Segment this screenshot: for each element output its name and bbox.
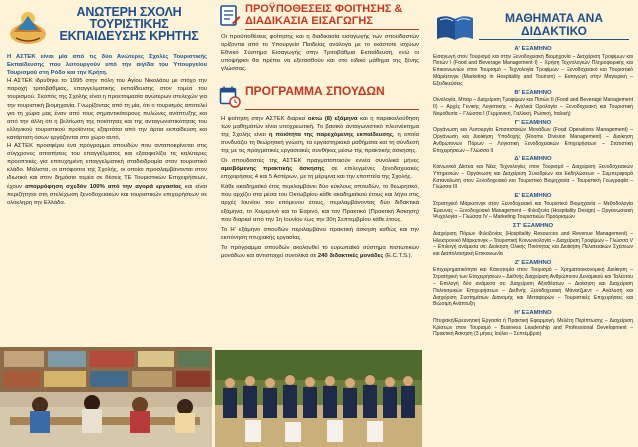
semester-title: Β' ΕΞΑΜΗΝΟ [514, 89, 552, 96]
semester-e [433, 193, 633, 221]
semester-h [433, 310, 633, 338]
graduation-ceremony-photo [215, 350, 422, 447]
studies-thesis-paragraph: Το Η' εξάμηνο σπουδών περιλαμβάνει πρακτική άσκηση καθώς και την εκπόνηση πτυχιακής εργασίας. [221, 226, 419, 241]
semester-courses: Στρατηγικό Μάρκετινγκ στον Ξενοδοχειακό και Τουριστικό Βιομηχανία – Μεθοδολογία Έρευνας – Ξενοδοχειακό Management – Φιλοξενία (Hospitality Design) – Οργανωσιακή Ψυχολογία – Γλώσσα IV – Marketing Τουριστικών Προορισμών [433, 200, 633, 221]
semester-title: Δ' ΕΞΑΜΗΝΟ [514, 156, 552, 163]
studies-practice-paragraph: Οι σπουδαστές της ΑΣΤΕΚ πραγματοποιούν εννέα συνολικά μήνες αμειβόμενης πρακτικής άσκησης σε επιλεγμένες ξενοδοχειακές επιχειρήσεις 4 και 5 Αστέρων, με τη μέριμνα και την εποπτεία της Σχολής. [221, 158, 419, 181]
semester-courses: Κοινωνικά Δίκτυα και Νέες Τεχνολογίες στον Τουρισμό – Διαχείριση Ξενοδοχειακών Υπηρεσιών – Οργάνωση και Διαχείριση Συνεδρίων και Εκδηλώσεων – Συμπεριφορά Καταναλωτή στον Ξενοδοχειακό και Τουριστικό Βιομηχανία – Τουριστική Γεωγραφία – Γλώσσα III [433, 163, 633, 191]
courses-title: ΜΑΘΗΜΑΤΑ ΑΝΑ ΔΙΔΑΚΤΙΚΟ [505, 11, 603, 38]
library-students-photo [0, 347, 212, 447]
studies-title-rule [245, 109, 419, 110]
semester-f [433, 223, 633, 258]
school-title: ΑΝΩΤΕΡΗ ΣΧΟΛΗ ΤΟΥΡΙΣΤΙΚΗΣ ΕΚΠΑΙΔΕΥΣΗΣ ΚΡΗΤΗΣ [59, 5, 199, 43]
semester-title: Α' ΕΞΑΜΗΝΟ [514, 46, 552, 52]
semester-b [433, 90, 633, 118]
semester-title: ΣΤ' ΕΞΑΜΗΝΟ [512, 223, 554, 230]
semester-title: Ζ' ΕΞΑΜΗΝΟ [514, 259, 552, 266]
school-crest-logo [6, 2, 50, 48]
courses-title-rule [479, 39, 629, 40]
semester-title: Η' ΕΞΑΜΗΝΟ [514, 310, 552, 317]
intro-lead-paragraph: Η ΑΣΤΕΚ είναι μία από τις δύο Ανώτερες Σχολές Τουριστικής Εκπαίδευσης που λειτουργούν υπό την αιγίδα του Υπουργείου Τουρισμού στη Ρόδο και την Κρήτη. [7, 54, 207, 77]
admission-title: ΠΡΟΫΠΟΘΕΣΕΙΣ ΦΟΙΤΗΣΗΣ & ΔΙΑΔΙΚΑΣΙΑ ΕΙΣΑΓΩΓΗΣ [245, 3, 403, 27]
courses-column [425, 0, 638, 447]
registration-form-icon [219, 4, 241, 28]
studies-duration-paragraph: Η φοίτηση στην ΑΣΤΕΚ διαρκεί οκτώ (8) εξάμηνα και η παρακολούθηση των μαθημάτων είναι υποχρεωτική. Το βασικό ανταγωνιστικό πλεονέκτημα της Σχολής είναι η ποιότητα της παρεχόμενης εκπαίδευσης, η οποία συνδυάζει τη θεωρητική γνώση, τα εργαστηριακά μαθήματα και τη σύνδεσή της με τις πραγματικές εργασιακές συνθήκες μέσω της πρακτικής άσκησης. [221, 116, 420, 155]
semester-courses: Οινολογία, Μπαρ – Διαχείριση Τροφίμων και Ποτών II (Food and Beverage Management II) – Αρχές Γενικής Λογιστικής – Αγγλικά Ορολογία – Ξενοδοχειακή και Τουριστική Νομοθεσία – Γλώσσα I (Γερμανική, Γαλλική, Ρωσική, Ιταλική) [433, 97, 633, 117]
studies-title: ΠΡΟΓΡΑΜΜΑ ΣΠΟΥΔΩΝ [245, 84, 385, 98]
admission-studies-column [215, 0, 422, 447]
semester-list [433, 46, 633, 340]
semester-a [433, 46, 633, 88]
open-book-icon [435, 12, 475, 42]
semester-c [433, 120, 633, 155]
admission-text: Οι προϋποθέσεις φοίτησης και η διαδικασία εισαγωγής των σπουδαστών ορίζονται από το Υπουργείο Παιδείας ανάλογα με το εκάστοτε ισχύων Εθνικό Σύστημα Εισαγωγής στην Τριτοβάθμια Εκπαίδευση, ενώ οι υποψήφιοι θα πρέπει να εξετασθούν και στο ειδικό μάθημα της ξένης γλώσσας. [221, 34, 419, 73]
school-column [0, 0, 212, 447]
semester-title: Γ' ΕΞΑΜΗΝΟ [514, 119, 552, 126]
semester-courses: Εισαγωγή στον Τουρισμό και στην Ξενοδοχειακή Βιομηχανία – Διαχείριση Τροφίμων και Ποτών I (Food and Beverage Management I) – Χρήση Τεχνολογιών Πληροφορικής και Επικοινωνιών στον Τουρισμό – Τεχνολογία Τροφίμων – Ξενοδοχειακό και Τουριστικό Μάρκετινγκ (Marketing in Hospitality and Tourism) – Εισαγωγή στην Μαγειρική – Εξειδικεύσεις [433, 53, 633, 87]
semester-title: Ε' ΕΞΑΜΗΝΟ [514, 193, 552, 200]
semester-courses: Επιχειρηματικότητα και Καινοτομία στον Τουρισμό – Χρηματοοικονομική Διοίκηση – Στρατηγική των Επιχειρήσεων – Διεθνής Διαχείριση Ανθρώπινου Δυναμικού και Ταλέντου – Επιλογή δύο ανάμεσα σε: Διαχείριση Αξιοθέατων – Διοίκηση και Διαχείριση Πολιτισμικών Επιχειρήσεων – Διεθνής Ξενοδοχειακή Μάνατζμεντ – Ανάλυση και Διαχείριση Συστημάτων Διανομής και Μεταφορών – Τουριστικές Επιχειρήσεις και Βιώσιμη Ανάπτυξη [433, 267, 633, 308]
school-intro-text [7, 53, 207, 207]
semester-courses: Πτυχιακή/Ερευνητική Εργασία ή Πρακτική Εφαρμογή. Μελέτη Περίπτωσης – Διαχείριση Κρίσεων στον Τουρισμό – Business Leadership and Professional Development – Πρακτική Άσκηση (3 μήνες Ιούλιο – Σεπτέμβριο) [433, 317, 633, 338]
studies-ects-paragraph: Το πρόγραμμα σπουδών ακολουθεί το ευρωπαϊκό σύστημα πιστωτικών μονάδων και αντιστοιχεί συνολικά σε 240 διδακτικές μονάδες (E.C.T.S.). [221, 244, 419, 259]
admission-title-rule [245, 29, 419, 30]
studies-year-paragraph: Κάθε ακαδημαϊκό έτος περιλαμβάνει δύο κύκλους σπουδών, το θεωρητικό, που αρχίζει στα μέσα του Οκτωβρίου κάθε ακαδημαϊκού έτους και λήγει στις αρχές Ιουνίου του επόμενου έτους, περιλαμβάνοντας δύο διδακτικά εξάμηνα, το Χειμερινό και το Εαρινό, και τον Πρακτικό (Πρακτική Άσκηση) που διαρκεί από την 1η Ιουνίου έως την 30η Σεπτεμβρίου κάθε έτους. [221, 184, 419, 223]
calendar-clock-icon [219, 85, 241, 109]
history-paragraph: Η ΑΣΤΕΚ ιδρύθηκε το 1995 στην πόλη του Αγίου Νικολάου με στόχο την παροχή τριτοβάθμιας, επαγγελματικής εκπαίδευσης στον τομέα του τουρισμού. Σκοπός της Σχολής είναι η προετοιμασία ανώτερων στελεχών για την τουριστική βιομηχανία. Γνωρίζοντας από τη μία, ότι ο τουρισμός αποτελεί για τη χώρα μας έναν από τους σημαντικότερους πυλώνες ανάπτυξης και από την άλλη ότι η βελτίωση της ποιότητας και της ανταγωνιστικότητας του ελληνικού τουριστικού προϊόντος εξαρτάται από την άρτια εκπαίδευση και κατάρτιση όσων εργάζονται στο χώρο αυτό, [7, 78, 207, 141]
studies-text [221, 115, 419, 262]
semester-courses: Οργάνωση και Λειτουργία Επισιτιστικών Μονάδων (Food Operations Management) – Οργάνωση και Διοίκηση Υποδοχής (Rooms Division Management) – Διοίκηση Ανθρώπινων Πόρων – Λογιστική Ξενοδοχειακών Επιχειρήσεων – Στατιστική Επιχειρήσεων – Γλώσσα II [433, 127, 633, 154]
semester-courses: Διαχείριση Πόρων Φιλοξενίας (Hospitality Resources and Revenue Management) – Ηλεκτρονικό Μάρκετινγκ – Τουριστική Κοινωνιολογία – Διαχείριση Τροφίμων – Γλώσσα V – Επιλογή ανάμεσα σε: Διοίκηση Ολικής Ποιότητας και Διοίκηση Πελατειακών Σχέσεων και Διαπολιτισμική Επικοινωνία [433, 230, 633, 258]
semester-d [433, 156, 633, 191]
semester-g [433, 260, 633, 308]
program-paragraph: Η ΑΣΤΕΚ προσφέρει ένα πρόγραμμα σπουδών που ανταποκρίνεται στις σύγχρονες απαιτήσεις του επαγγέλματος και εξασφαλίζει τις καλύτερες προοπτικές για επιτυχημένη επαγγελματική σταδιοδρομία στον τουριστικό κλάδο. Μάλιστα, οι απόφοιτοι της Σχολής, οι οποίοι προσλαμβάνονται στον ιδιωτικό και στον δημόσιο τομέα σε θέσεις ΤΕ Τουριστικών Επιχειρήσεων, έχουν απορρόφηση σχεδόν 100% από την αγορά εργασίας και είναι περιζήτητοι στη στελέχωση ξενοδοχειακών και τουριστικών επιχειρήσεων σε ολόκληρη την Ελλάδα. [7, 143, 208, 206]
